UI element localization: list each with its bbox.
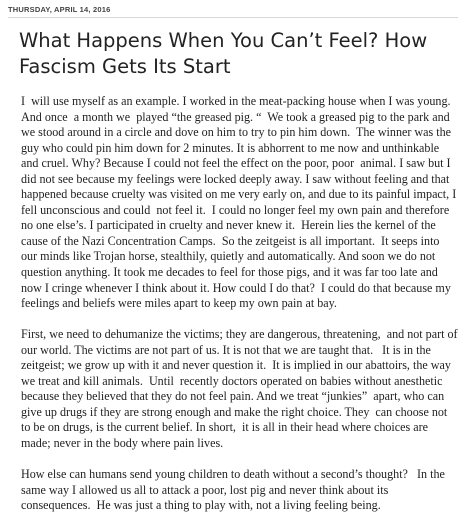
post-date-header: THURSDAY, APRIL 14, 2016 xyxy=(8,5,111,14)
post-body xyxy=(21,94,461,529)
post-title: What Happens When You Can’t Feel? How Fascism Gets Its Start xyxy=(19,29,428,78)
post-paragraph: I will use myself as an example. I worked in the meat-packing house when I was young. And once a month we played “the greased pig. “ We took a greased pig to the park and we stood around in a circle and dove on him to try to pin him down. The winner was the guy who could pin him down for 2 minutes. It is abhorrent to me now and unthinkable and cruel. Why? Because I could not feel the effect on the poor, poor animal. I saw but I did not see because my feelings were locked deeply away. I saw without feeling and that happened because cruelty was visited on me very early on, and due to its painful impact, I fell unconscious and could not feel it. I could no longer feel my own pain and therefore no one else’s. I participated in cruelty and never knew it. Herein lies the kernel of the cause of the Nazi Concentration Camps. So the zeitgeist is all important. It seeps into our minds like Trojan horse, stealthily, quietly and automatically. And soon we do not question anything. It took me decades to feel for those pigs, and it was far too late and now I cringe whenever I think about it. How could I do that? I could do that because my feelings and beliefs were miles apart to keep my own pain at bay. xyxy=(21,94,460,311)
post-paragraph: First, we need to dehumanize the victims; they are dangerous, threatening, and not part of our world. The victims are not part of us. It is not that we are taught that. It is in the zeitgeist; we grow up with it and never question it. It is implied in our abattoirs, the way we treat and kill animals. Until recently doctors operated on babies without anesthetic because they believed that they do not feel pain. And we treat “junkies” apart, who can give up drugs if they are strong enough and make the right choice. They can choose not to be on drugs, is the current belief. In short, it is all in their head where choices are made; never in the body where pain lives. xyxy=(21,327,461,451)
post-paragraph: How else can humans send young children to death without a second’s thought? In the same way I allowed us all to attack a poor, lost pig and never think about its consequences. He was just a thing to play with, not a living feeling being. xyxy=(21,467,448,513)
header-divider xyxy=(8,17,458,18)
